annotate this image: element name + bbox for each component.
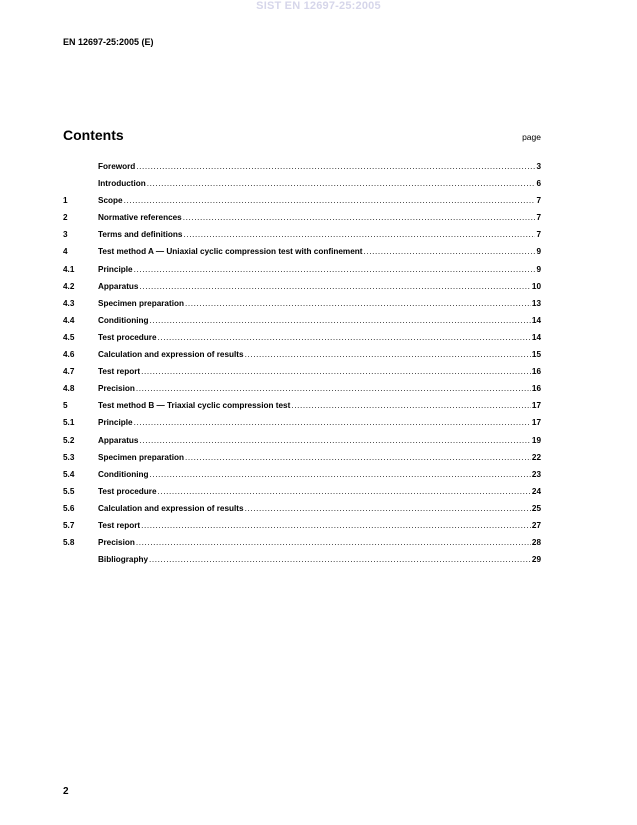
toc-entry-number: 5 xyxy=(63,401,68,411)
toc-entry[interactable] xyxy=(63,384,541,401)
toc-dot-leader xyxy=(134,266,536,274)
toc-entry-title: Conditioning xyxy=(98,469,149,479)
toc-entry-page: 9 xyxy=(536,247,541,257)
toc-entry[interactable] xyxy=(63,247,541,264)
toc-entry-page: 3 xyxy=(536,162,541,171)
toc-entry-number: 4.3 xyxy=(63,298,75,308)
toc-entry-page: 28 xyxy=(531,538,541,548)
toc-entry[interactable] xyxy=(63,299,541,316)
toc-entry-number: 4.5 xyxy=(63,332,75,342)
toc-entry-number: 5.8 xyxy=(63,538,75,548)
toc-entry-title: Normative references xyxy=(98,213,182,223)
toc-entry-page: 7 xyxy=(536,230,541,240)
toc-entry[interactable] xyxy=(63,487,541,504)
toc-entry-number: 4.1 xyxy=(63,264,75,274)
toc-entry-title: Specimen preparation xyxy=(98,298,184,308)
toc-entry-page: 17 xyxy=(531,401,541,411)
toc-dot-leader xyxy=(183,231,535,239)
toc-entry-title: Bibliography xyxy=(98,555,149,565)
toc-entry-title: Test method A — Uniaxial cyclic compression test with confinement xyxy=(98,247,363,257)
toc-dot-leader xyxy=(185,454,531,462)
toc-dot-leader xyxy=(141,368,531,376)
toc-entry-page: 23 xyxy=(531,469,541,479)
toc-entry-title: Test procedure xyxy=(98,332,157,342)
toc-entry-title: Test method B — Triaxial cyclic compression test xyxy=(98,401,291,411)
toc-entry[interactable] xyxy=(63,401,541,418)
toc-entry-page: 10 xyxy=(531,281,541,291)
toc-entry-number: 5.3 xyxy=(63,452,75,462)
toc-dot-leader xyxy=(185,300,531,308)
page-number: 2 xyxy=(63,786,69,797)
toc-entry-title: Principle xyxy=(98,264,133,274)
toc-entry[interactable] xyxy=(63,265,541,282)
toc-entry-title: Precision xyxy=(98,538,135,548)
toc-entry-page: 22 xyxy=(531,452,541,462)
toc-entry-number: 4.4 xyxy=(63,315,75,325)
toc-entry-page: 14 xyxy=(531,315,541,325)
toc-dot-leader xyxy=(158,334,531,342)
toc-entry-page: 7 xyxy=(536,213,541,223)
toc-entry-title: Apparatus xyxy=(98,281,139,291)
toc-entry-page: 13 xyxy=(531,298,541,308)
toc-entry-number: 3 xyxy=(63,230,68,240)
toc-entry-number: 5.5 xyxy=(63,486,75,496)
toc-entry-number: 4.8 xyxy=(63,384,75,394)
toc-dot-leader xyxy=(291,402,531,410)
toc-dot-leader xyxy=(149,556,531,564)
watermark: SIST EN 12697-25:2005 xyxy=(256,0,381,12)
toc-entry-page: 7 xyxy=(536,196,541,206)
toc-entry-page: 19 xyxy=(531,435,541,445)
toc-entry-title: Foreword xyxy=(98,162,136,171)
document-id: EN 12697-25:2005 (E) xyxy=(63,37,154,47)
toc-dot-leader xyxy=(124,197,536,205)
toc-entry[interactable] xyxy=(63,470,541,487)
toc-dot-leader xyxy=(147,180,536,188)
toc-entry[interactable] xyxy=(63,282,541,299)
toc-dot-leader xyxy=(158,488,531,496)
toc-dot-leader xyxy=(140,283,531,291)
toc-dot-leader xyxy=(134,419,531,427)
toc-entry-title: Test procedure xyxy=(98,486,157,496)
toc-entry-title: Conditioning xyxy=(98,315,149,325)
toc-entry-page: 16 xyxy=(531,384,541,394)
toc-entry[interactable] xyxy=(63,453,541,470)
toc-entry-page: 16 xyxy=(531,367,541,377)
toc-dot-leader xyxy=(245,351,531,359)
toc-dot-leader xyxy=(149,471,530,479)
toc-entry[interactable] xyxy=(63,196,541,213)
toc-entry[interactable] xyxy=(63,230,541,247)
toc-entry-page: 6 xyxy=(536,179,541,189)
toc-dot-leader xyxy=(136,385,531,393)
toc-entry-title: Scope xyxy=(98,196,123,206)
toc-dot-leader xyxy=(140,437,531,445)
toc-entry-page: 15 xyxy=(531,350,541,360)
toc-entry-title: Terms and definitions xyxy=(98,230,183,240)
toc-entry-page: 9 xyxy=(536,264,541,274)
toc-entry[interactable] xyxy=(63,521,541,538)
toc-entry-number: 1 xyxy=(63,196,68,206)
toc-entry-number: 2 xyxy=(63,213,68,223)
toc-entry-number: 4.6 xyxy=(63,350,75,360)
toc-entry-title: Introduction xyxy=(98,179,146,189)
toc-entry-title: Calculation and expression of results xyxy=(98,503,244,513)
toc-entry-number: 5.7 xyxy=(63,520,75,530)
toc-entry-number: 5.6 xyxy=(63,503,75,513)
toc-entry-title: Test report xyxy=(98,520,141,530)
toc-dot-leader xyxy=(136,539,531,547)
toc-entry-title: Test report xyxy=(98,367,141,377)
table-of-contents xyxy=(63,162,541,572)
toc-dot-leader xyxy=(363,248,535,256)
toc-entry-title: Specimen preparation xyxy=(98,452,184,462)
toc-entry-number: 5.2 xyxy=(63,435,75,445)
toc-dot-leader xyxy=(136,163,535,171)
toc-entry[interactable] xyxy=(63,179,541,196)
toc-entry[interactable] xyxy=(63,213,541,230)
toc-entry[interactable] xyxy=(63,367,541,384)
toc-entry-page: 14 xyxy=(531,332,541,342)
toc-dot-leader xyxy=(141,522,531,530)
toc-entry[interactable] xyxy=(63,162,541,179)
toc-entry-title: Principle xyxy=(98,418,133,428)
toc-dot-leader xyxy=(149,317,530,325)
toc-entry-number: 4 xyxy=(63,247,68,257)
toc-entry-number: 5.4 xyxy=(63,469,75,479)
toc-entry[interactable] xyxy=(63,418,541,435)
toc-entry-title: Apparatus xyxy=(98,435,139,445)
contents-title: Contents xyxy=(63,127,124,143)
toc-entry[interactable] xyxy=(63,436,541,453)
toc-dot-leader xyxy=(245,505,531,513)
toc-entry-number: 4.2 xyxy=(63,281,75,291)
toc-entry-page: 27 xyxy=(531,520,541,530)
toc-entry[interactable] xyxy=(63,555,541,572)
toc-entry-page: 24 xyxy=(531,486,541,496)
toc-entry-number: 4.7 xyxy=(63,367,75,377)
toc-entry-title: Precision xyxy=(98,384,135,394)
toc-entry-page: 25 xyxy=(531,503,541,513)
toc-entry[interactable] xyxy=(63,538,541,555)
toc-entry-page: 29 xyxy=(531,555,541,565)
page-column-label: page xyxy=(522,132,541,142)
toc-dot-leader xyxy=(183,214,536,222)
toc-entry-number: 5.1 xyxy=(63,418,75,428)
toc-entry[interactable] xyxy=(63,333,541,350)
toc-entry-title: Calculation and expression of results xyxy=(98,350,244,360)
toc-entry[interactable] xyxy=(63,316,541,333)
toc-entry[interactable] xyxy=(63,350,541,367)
toc-entry[interactable] xyxy=(63,504,541,521)
toc-entry-page: 17 xyxy=(531,418,541,428)
